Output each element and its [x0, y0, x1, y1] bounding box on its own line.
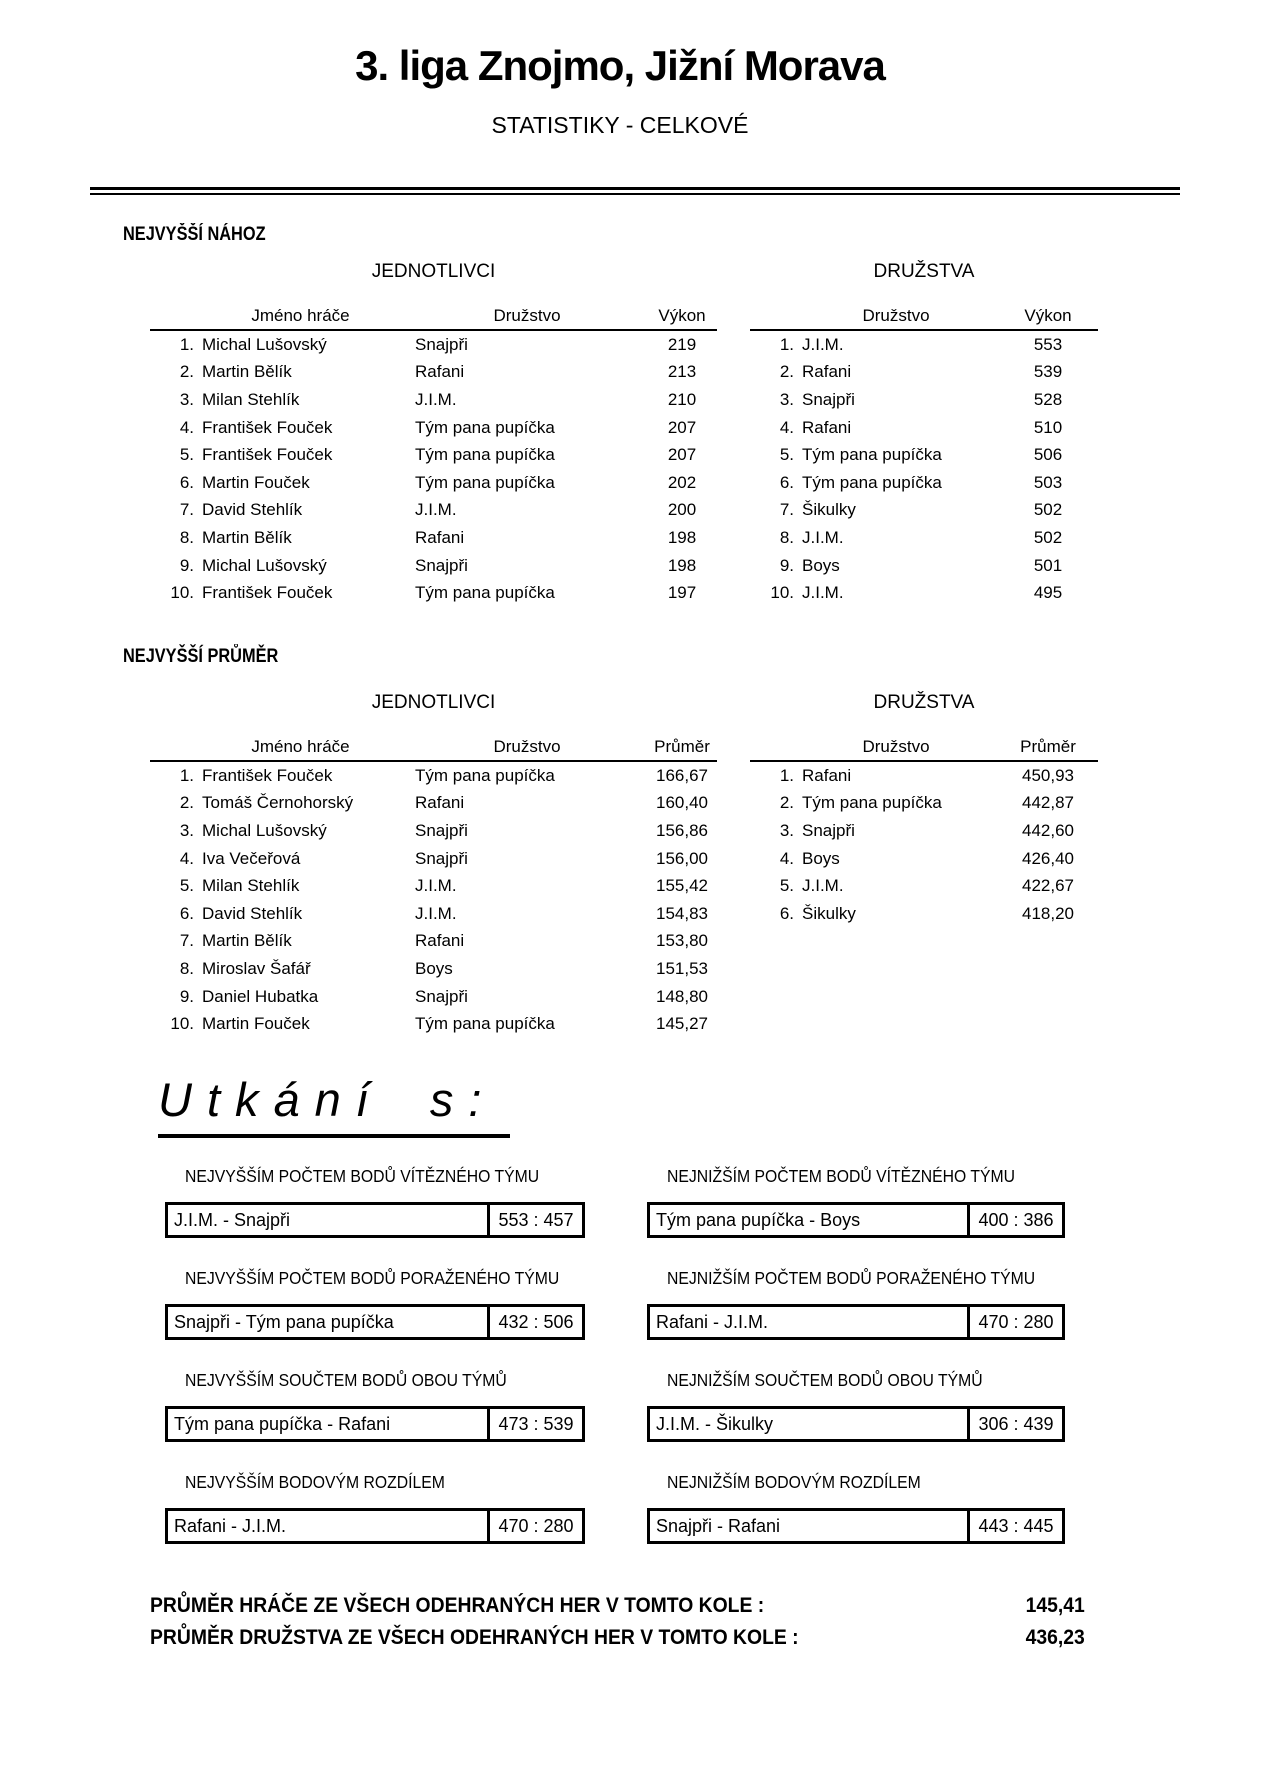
table-row: [150, 497, 717, 525]
row-value: 151,53: [656, 958, 708, 978]
section-title-text: NEJVYŠŠÍ NÁHOZ: [123, 224, 266, 245]
row-player-name: Tomáš Černohorský: [202, 793, 354, 813]
row-player-name: Martin Bělík: [202, 527, 292, 547]
column-header-value: Výkon: [658, 306, 706, 325]
utkani-heading-text: Utkání s:: [158, 1073, 497, 1126]
row-rank: 7.: [779, 500, 794, 520]
row-team: Rafani: [415, 527, 465, 547]
match-stat: [647, 1166, 1065, 1268]
row-team: Tým pana pupíčka: [415, 445, 555, 465]
row-rank: 4.: [779, 848, 794, 868]
row-team: Rafani: [415, 793, 465, 813]
match-stat-label: [185, 1472, 585, 1492]
match-stat: [165, 1370, 585, 1472]
table-row: [150, 552, 717, 580]
table-row: [150, 469, 717, 497]
match-teams: Rafani - J.I.M.: [168, 1511, 490, 1541]
row-rank: 1.: [179, 765, 194, 785]
row-rank: 1.: [779, 765, 794, 785]
table-row: [150, 359, 717, 387]
row-team: Tým pana pupíčka: [415, 472, 555, 492]
match-stat-label-text: NEJNIŽŠÍM POČTEM BODŮ VÍTĚZNÉHO TÝMU: [667, 1166, 1015, 1186]
match-stat-box: [165, 1304, 585, 1340]
table-row: [150, 817, 717, 845]
row-team: Boys: [415, 958, 453, 978]
row-value: 418,20: [1022, 903, 1074, 923]
table-body: [750, 331, 1098, 607]
table-row: [150, 955, 717, 983]
row-player-name: Martin Bělík: [202, 362, 292, 382]
match-score: 432 : 506: [498, 1311, 574, 1332]
row-value: 213: [667, 362, 697, 382]
row-team: Snajpři: [415, 848, 468, 868]
row-team: Tým pana pupíčka: [415, 1014, 555, 1034]
row-rank: 3.: [179, 820, 194, 840]
section-title-nahoz: [123, 224, 289, 246]
row-value: 153,80: [656, 931, 708, 951]
prumer-individuals-table: [150, 693, 717, 1038]
row-player-name: Milan Stehlík: [202, 389, 300, 409]
summary-row: [150, 1622, 1085, 1655]
summary-label: PRŮMĚR HRÁČE ZE VŠECH ODEHRANÝCH HER V TOMTO KOLE :: [150, 1592, 765, 1617]
table-row: [150, 1010, 717, 1038]
row-player-name: Miroslav Šafář: [202, 958, 311, 978]
row-value: 442,87: [1022, 793, 1074, 813]
match-teams: Rafani - J.I.M.: [650, 1307, 970, 1337]
row-value: 160,40: [656, 793, 708, 813]
match-stat-label: [185, 1370, 585, 1390]
row-team: Snajpři: [802, 820, 855, 840]
column-header-team: Družstvo: [862, 737, 930, 756]
row-team: Tým pana pupíčka: [802, 793, 942, 813]
match-score: 470 : 280: [498, 1515, 574, 1536]
row-rank: 2.: [779, 362, 794, 382]
row-team: J.I.M.: [415, 389, 457, 409]
row-rank: 5.: [779, 876, 794, 896]
match-teams: Snajpři - Tým pana pupíčka: [168, 1307, 490, 1337]
prumer-teams-table: [750, 693, 1098, 928]
match-stat-label: [667, 1472, 1065, 1492]
row-player-name: František Fouček: [202, 765, 333, 785]
match-stat-box: [647, 1304, 1065, 1340]
table-row: [150, 331, 717, 359]
row-player-name: Martin Fouček: [202, 1014, 310, 1034]
row-team: Snajpři: [415, 555, 468, 575]
table-row: [750, 762, 1098, 790]
match-teams: J.I.M. - Šikulky: [650, 1409, 970, 1439]
page-title: 3. liga Znojmo, Jižní Morava: [355, 42, 885, 89]
row-team: Rafani: [802, 417, 852, 437]
table-row: [150, 524, 717, 552]
row-player-name: David Stehlík: [202, 500, 303, 520]
table-row: [750, 524, 1098, 552]
section-title-prumer: [123, 646, 304, 668]
table-body: [150, 331, 717, 607]
row-player-name: Michal Lušovský: [202, 820, 327, 840]
column-header-team: Družstvo: [862, 306, 930, 325]
table-row: [750, 579, 1098, 607]
row-value: 156,86: [656, 820, 708, 840]
row-rank: 9.: [779, 555, 794, 575]
row-team: Snajpři: [415, 334, 468, 354]
row-value: 422,67: [1022, 876, 1074, 896]
row-team: J.I.M.: [415, 903, 457, 923]
table-row: [750, 386, 1098, 414]
match-teams: Tým pana pupíčka - Boys: [650, 1205, 970, 1235]
row-value: 202: [667, 472, 697, 492]
match-stat: [647, 1370, 1065, 1472]
row-value: 503: [1033, 472, 1063, 492]
summary-value: 436,23: [1025, 1625, 1085, 1650]
match-score: 306 : 439: [978, 1413, 1054, 1434]
match-stats-grid: [165, 1166, 1065, 1574]
row-rank: 2.: [779, 793, 794, 813]
match-stat-label-text: NEJVYŠŠÍM POČTEM BODŮ VÍTĚZNÉHO TÝMU: [185, 1166, 540, 1186]
row-rank: 1.: [179, 334, 194, 354]
row-team: Rafani: [415, 362, 465, 382]
match-score: 470 : 280: [978, 1311, 1054, 1332]
table-row: [150, 762, 717, 790]
row-player-name: Milan Stehlík: [202, 876, 300, 896]
match-stat-label-text: NEJNIŽŠÍM POČTEM BODŮ PORAŽENÉHO TÝMU: [667, 1268, 1036, 1288]
row-rank: 5.: [179, 445, 194, 465]
table-row: [150, 983, 717, 1011]
row-rank: 1.: [779, 334, 794, 354]
row-value: 506: [1033, 445, 1063, 465]
match-stat-box: [647, 1508, 1065, 1544]
summary-row: [150, 1589, 1085, 1622]
column-header-value: Výkon: [1024, 306, 1072, 325]
row-value: 197: [667, 583, 697, 603]
row-value: 510: [1033, 417, 1063, 437]
row-rank: 8.: [179, 958, 194, 978]
table-row: [150, 386, 717, 414]
row-team: Tým pana pupíčka: [415, 417, 555, 437]
row-player-name: Michal Lušovský: [202, 334, 327, 354]
match-stat: [647, 1472, 1065, 1574]
row-value: 502: [1033, 500, 1063, 520]
table-row: [750, 817, 1098, 845]
table-row: [150, 441, 717, 469]
table-heading: JEDNOTLIVCI: [371, 692, 496, 713]
column-header-value: Průměr: [654, 737, 710, 756]
table-row: [750, 359, 1098, 387]
row-rank: 6.: [779, 472, 794, 492]
row-rank: 10.: [170, 583, 194, 603]
nahoz-individuals-table: [150, 262, 717, 607]
match-score: 443 : 445: [978, 1515, 1054, 1536]
column-header-name: Jméno hráče: [251, 306, 350, 325]
row-value: 207: [667, 445, 697, 465]
row-value: 198: [667, 527, 697, 547]
match-stat-label: [667, 1166, 1065, 1186]
table-row: [150, 414, 717, 442]
row-team: Šikulky: [802, 903, 856, 923]
row-rank: 6.: [779, 903, 794, 923]
match-stat-label-text: NEJNIŽŠÍM SOUČTEM BODŮ OBOU TÝMŮ: [667, 1370, 983, 1390]
row-value: 501: [1033, 555, 1063, 575]
row-player-name: František Fouček: [202, 417, 333, 437]
table-row: [750, 552, 1098, 580]
match-stat-label-text: NEJVYŠŠÍM BODOVÝM ROZDÍLEM: [185, 1472, 445, 1492]
column-header-name: Jméno hráče: [251, 737, 350, 756]
match-score: 553 : 457: [498, 1209, 574, 1230]
match-stat-label: [667, 1268, 1065, 1288]
table-header-row: [150, 303, 717, 331]
row-value: 219: [667, 334, 697, 354]
row-team: Tým pana pupíčka: [802, 472, 942, 492]
table-row: [150, 900, 717, 928]
summary-value: 145,41: [1025, 1592, 1085, 1617]
table-row: [150, 845, 717, 873]
table-row: [750, 331, 1098, 359]
row-value: 528: [1033, 389, 1063, 409]
row-team: Tým pana pupíčka: [415, 765, 555, 785]
row-team: J.I.M.: [415, 500, 457, 520]
match-stat: [165, 1268, 585, 1370]
row-value: 442,60: [1022, 820, 1074, 840]
row-player-name: David Stehlík: [202, 903, 303, 923]
row-team: J.I.M.: [802, 334, 844, 354]
row-value: 198: [667, 555, 697, 575]
row-value: 539: [1033, 362, 1063, 382]
row-value: 145,27: [656, 1014, 708, 1034]
row-rank: 5.: [779, 445, 794, 465]
row-rank: 3.: [779, 389, 794, 409]
column-header-team: Družstvo: [493, 306, 561, 325]
section-title-text: NEJVYŠŠÍ PRŮMĚR: [123, 646, 279, 667]
row-team: J.I.M.: [802, 876, 844, 896]
row-team: Tým pana pupíčka: [415, 583, 555, 603]
table-row: [750, 900, 1098, 928]
table-heading: DRUŽSTVA: [873, 692, 975, 713]
table-row: [750, 441, 1098, 469]
table-header-row: [750, 303, 1098, 331]
row-player-name: Michal Lušovský: [202, 555, 327, 575]
match-stat-label-text: NEJNIŽŠÍM BODOVÝM ROZDÍLEM: [667, 1472, 921, 1492]
row-value: 148,80: [656, 986, 708, 1006]
column-header-value: Průměr: [1020, 737, 1076, 756]
row-rank: 8.: [779, 527, 794, 547]
header-rule: [90, 187, 1180, 195]
table-row: [150, 928, 717, 956]
match-stat-box: [165, 1508, 585, 1544]
match-stat-label: [185, 1268, 585, 1288]
match-score: 473 : 539: [498, 1413, 574, 1434]
match-stat-label: [185, 1166, 585, 1186]
row-value: 200: [667, 500, 697, 520]
row-rank: 7.: [179, 931, 194, 951]
page-subtitle: STATISTIKY - CELKOVÉ: [491, 112, 749, 138]
match-stat-box: [647, 1202, 1065, 1238]
match-stat-box: [165, 1406, 585, 1442]
row-team: Rafani: [802, 765, 852, 785]
row-team: J.I.M.: [802, 527, 844, 547]
match-stat-box: [165, 1202, 585, 1238]
table-heading: JEDNOTLIVCI: [371, 261, 496, 282]
match-stat: [647, 1268, 1065, 1370]
row-rank: 9.: [179, 555, 194, 575]
row-value: 426,40: [1022, 848, 1074, 868]
row-value: 156,00: [656, 848, 708, 868]
table-row: [750, 469, 1098, 497]
table-row: [750, 790, 1098, 818]
row-rank: 3.: [179, 389, 194, 409]
match-teams: Snajpři - Rafani: [650, 1511, 970, 1541]
summary-block: [150, 1589, 1085, 1654]
row-rank: 6.: [179, 472, 194, 492]
row-rank: 2.: [179, 793, 194, 813]
match-teams: Tým pana pupíčka - Rafani: [168, 1409, 490, 1439]
match-stat-label-text: NEJVYŠŠÍM POČTEM BODŮ PORAŽENÉHO TÝMU: [185, 1268, 560, 1288]
row-rank: 10.: [770, 583, 794, 603]
row-value: 207: [667, 417, 697, 437]
row-value: 210: [667, 389, 697, 409]
row-team: Rafani: [802, 362, 852, 382]
row-team: J.I.M.: [802, 583, 844, 603]
match-teams: J.I.M. - Snajpři: [168, 1205, 490, 1235]
column-header-team: Družstvo: [493, 737, 561, 756]
row-player-name: František Fouček: [202, 445, 333, 465]
match-stat: [165, 1166, 585, 1268]
match-stat-label: [667, 1370, 1065, 1390]
row-team: J.I.M.: [415, 876, 457, 896]
row-rank: 7.: [179, 500, 194, 520]
row-rank: 8.: [179, 527, 194, 547]
row-team: Boys: [802, 848, 840, 868]
table-header-row: [150, 734, 717, 762]
row-value: 553: [1033, 334, 1063, 354]
row-rank: 9.: [179, 986, 194, 1006]
table-row: [750, 497, 1098, 525]
row-team: Snajpři: [415, 820, 468, 840]
row-team: Snajpři: [415, 986, 468, 1006]
row-rank: 5.: [179, 876, 194, 896]
row-rank: 10.: [170, 1014, 194, 1034]
table-heading: DRUŽSTVA: [873, 261, 975, 282]
row-value: 166,67: [656, 765, 708, 785]
table-row: [750, 845, 1098, 873]
row-team: Tým pana pupíčka: [802, 445, 942, 465]
match-stat: [165, 1472, 585, 1574]
row-team: Rafani: [415, 931, 465, 951]
table-row: [750, 872, 1098, 900]
row-player-name: Martin Fouček: [202, 472, 310, 492]
row-value: 495: [1033, 583, 1063, 603]
utkani-heading: [158, 1072, 510, 1138]
match-score: 400 : 386: [978, 1209, 1054, 1230]
row-rank: 6.: [179, 903, 194, 923]
row-team: Boys: [802, 555, 840, 575]
match-stat-box: [647, 1406, 1065, 1442]
row-value: 155,42: [656, 876, 708, 896]
row-rank: 4.: [779, 417, 794, 437]
table-body: [150, 762, 717, 1038]
row-player-name: Martin Bělík: [202, 931, 292, 951]
row-value: 502: [1033, 527, 1063, 547]
row-player-name: František Fouček: [202, 583, 333, 603]
row-team: Snajpři: [802, 389, 855, 409]
match-stat-label-text: NEJVYŠŠÍM SOUČTEM BODŮ OBOU TÝMŮ: [185, 1370, 507, 1390]
row-player-name: Daniel Hubatka: [202, 986, 319, 1006]
row-rank: 2.: [179, 362, 194, 382]
row-rank: 4.: [179, 417, 194, 437]
row-rank: 3.: [779, 820, 794, 840]
row-rank: 4.: [179, 848, 194, 868]
row-value: 154,83: [656, 903, 708, 923]
row-value: 450,93: [1022, 765, 1074, 785]
table-header-row: [750, 734, 1098, 762]
summary-label: PRŮMĚR DRUŽSTVA ZE VŠECH ODEHRANÝCH HER V TOMTO KOLE :: [150, 1625, 799, 1650]
table-row: [750, 414, 1098, 442]
row-player-name: Iva Večeřová: [202, 848, 301, 868]
table-row: [150, 579, 717, 607]
nahoz-teams-table: [750, 262, 1098, 607]
row-team: Šikulky: [802, 500, 856, 520]
table-row: [150, 872, 717, 900]
table-row: [150, 790, 717, 818]
table-body: [750, 762, 1098, 928]
